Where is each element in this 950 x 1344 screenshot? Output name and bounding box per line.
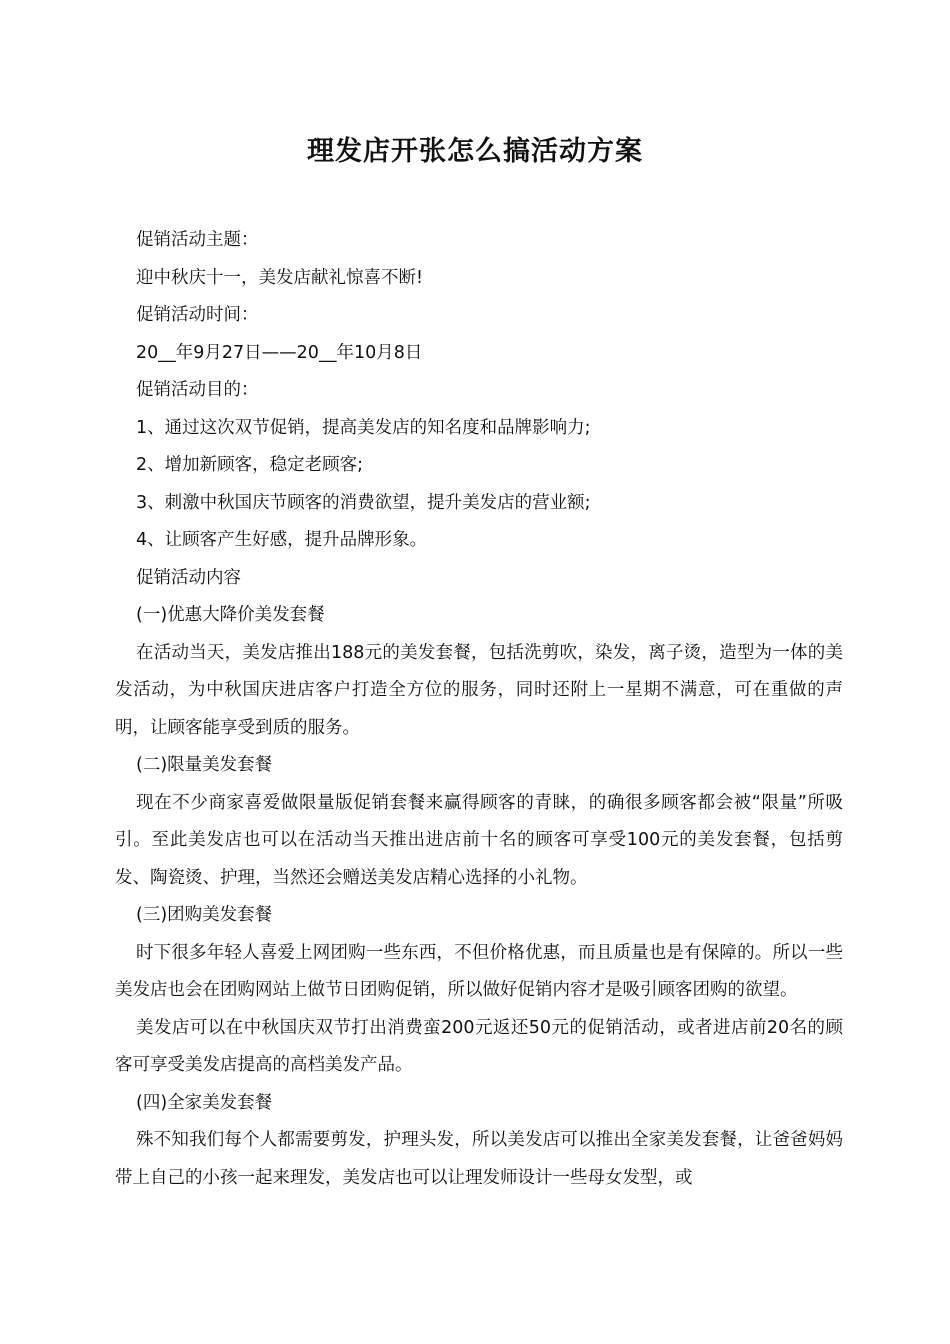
section-heading-4: (四)全家美发套餐 bbox=[136, 1092, 273, 1113]
page-title: 理发店开张怎么搞活动方案 bbox=[307, 136, 643, 167]
paragraph-goal-4: 4、让顾客产生好感，提升品牌形象。 bbox=[136, 530, 428, 550]
paragraph-section-3a: 时下很多年轻人喜爱上网团购一些东西，不但价格优惠，而且质量也是有保障的。所以一些美发店也会在团购网站上做节日团购促销，所以做好促销内容才是吸引顾客团购的欲望。 bbox=[115, 942, 843, 1000]
paragraph-time: 20__年9月27日——20__年10月8日 bbox=[136, 342, 423, 363]
section-heading-1: (一)优惠大降价美发套餐 bbox=[136, 605, 325, 625]
paragraph-content-label: 促销活动内容 bbox=[136, 567, 241, 588]
paragraph-section-1: 在活动当天，美发店推出188元的美发套餐，包括洗剪吹，染发，离子烫，造型为一体的美发活动，为中秋国庆进店客户打造全方位的服务，同时还附上一星期不满意，可在重做的声明，让顾客能享受到质的服务。 bbox=[115, 642, 843, 738]
paragraph-goal-1: 1、通过这次双节促销，提高美发店的知名度和品牌影响力; bbox=[136, 417, 591, 438]
paragraph-theme-label: 促销活动主题： bbox=[136, 230, 259, 250]
paragraph-goal-3: 3、刺激中秋国庆节顾客的消费欲望，提升美发店的营业额; bbox=[136, 492, 591, 513]
paragraph-goal-label: 促销活动目的： bbox=[136, 380, 259, 400]
paragraph-section-2: 现在不少商家喜爱做限量版促销套餐来赢得顾客的青睐，的确很多顾客都会被“限量”所吸引。至此美发店也可以在活动当天推出进店前十名的顾客可享受100元的美发套餐，包括剪发、陶瓷烫、护理，当然还会赠送美发店精心选择的小礼物。 bbox=[115, 792, 843, 888]
paragraph-section-3b: 美发店可以在中秋国庆双节打出消费蛮200元返还50元的促销活动，或者进店前20名的顾客可享受美发店提高的高档美发产品。 bbox=[115, 1017, 843, 1075]
paragraph-time-label: 促销活动时间： bbox=[136, 305, 259, 325]
paragraph-theme: 迎中秋庆十一，美发店献礼惊喜不断! bbox=[136, 267, 424, 288]
paragraph-section-4: 殊不知我们每个人都需要剪发，护理头发，所以美发店可以推出全家美发套餐，让爸爸妈妈带上自己的小孩一起来理发，美发店也可以让理发师设计一些母女发型，或 bbox=[115, 1130, 843, 1188]
section-heading-3: (三)团购美发套餐 bbox=[136, 905, 273, 925]
section-heading-2: (二)限量美发套餐 bbox=[136, 755, 273, 775]
paragraph-goal-2: 2、增加新顾客，稳定老顾客; bbox=[136, 455, 364, 475]
document-body bbox=[115, 222, 843, 1197]
